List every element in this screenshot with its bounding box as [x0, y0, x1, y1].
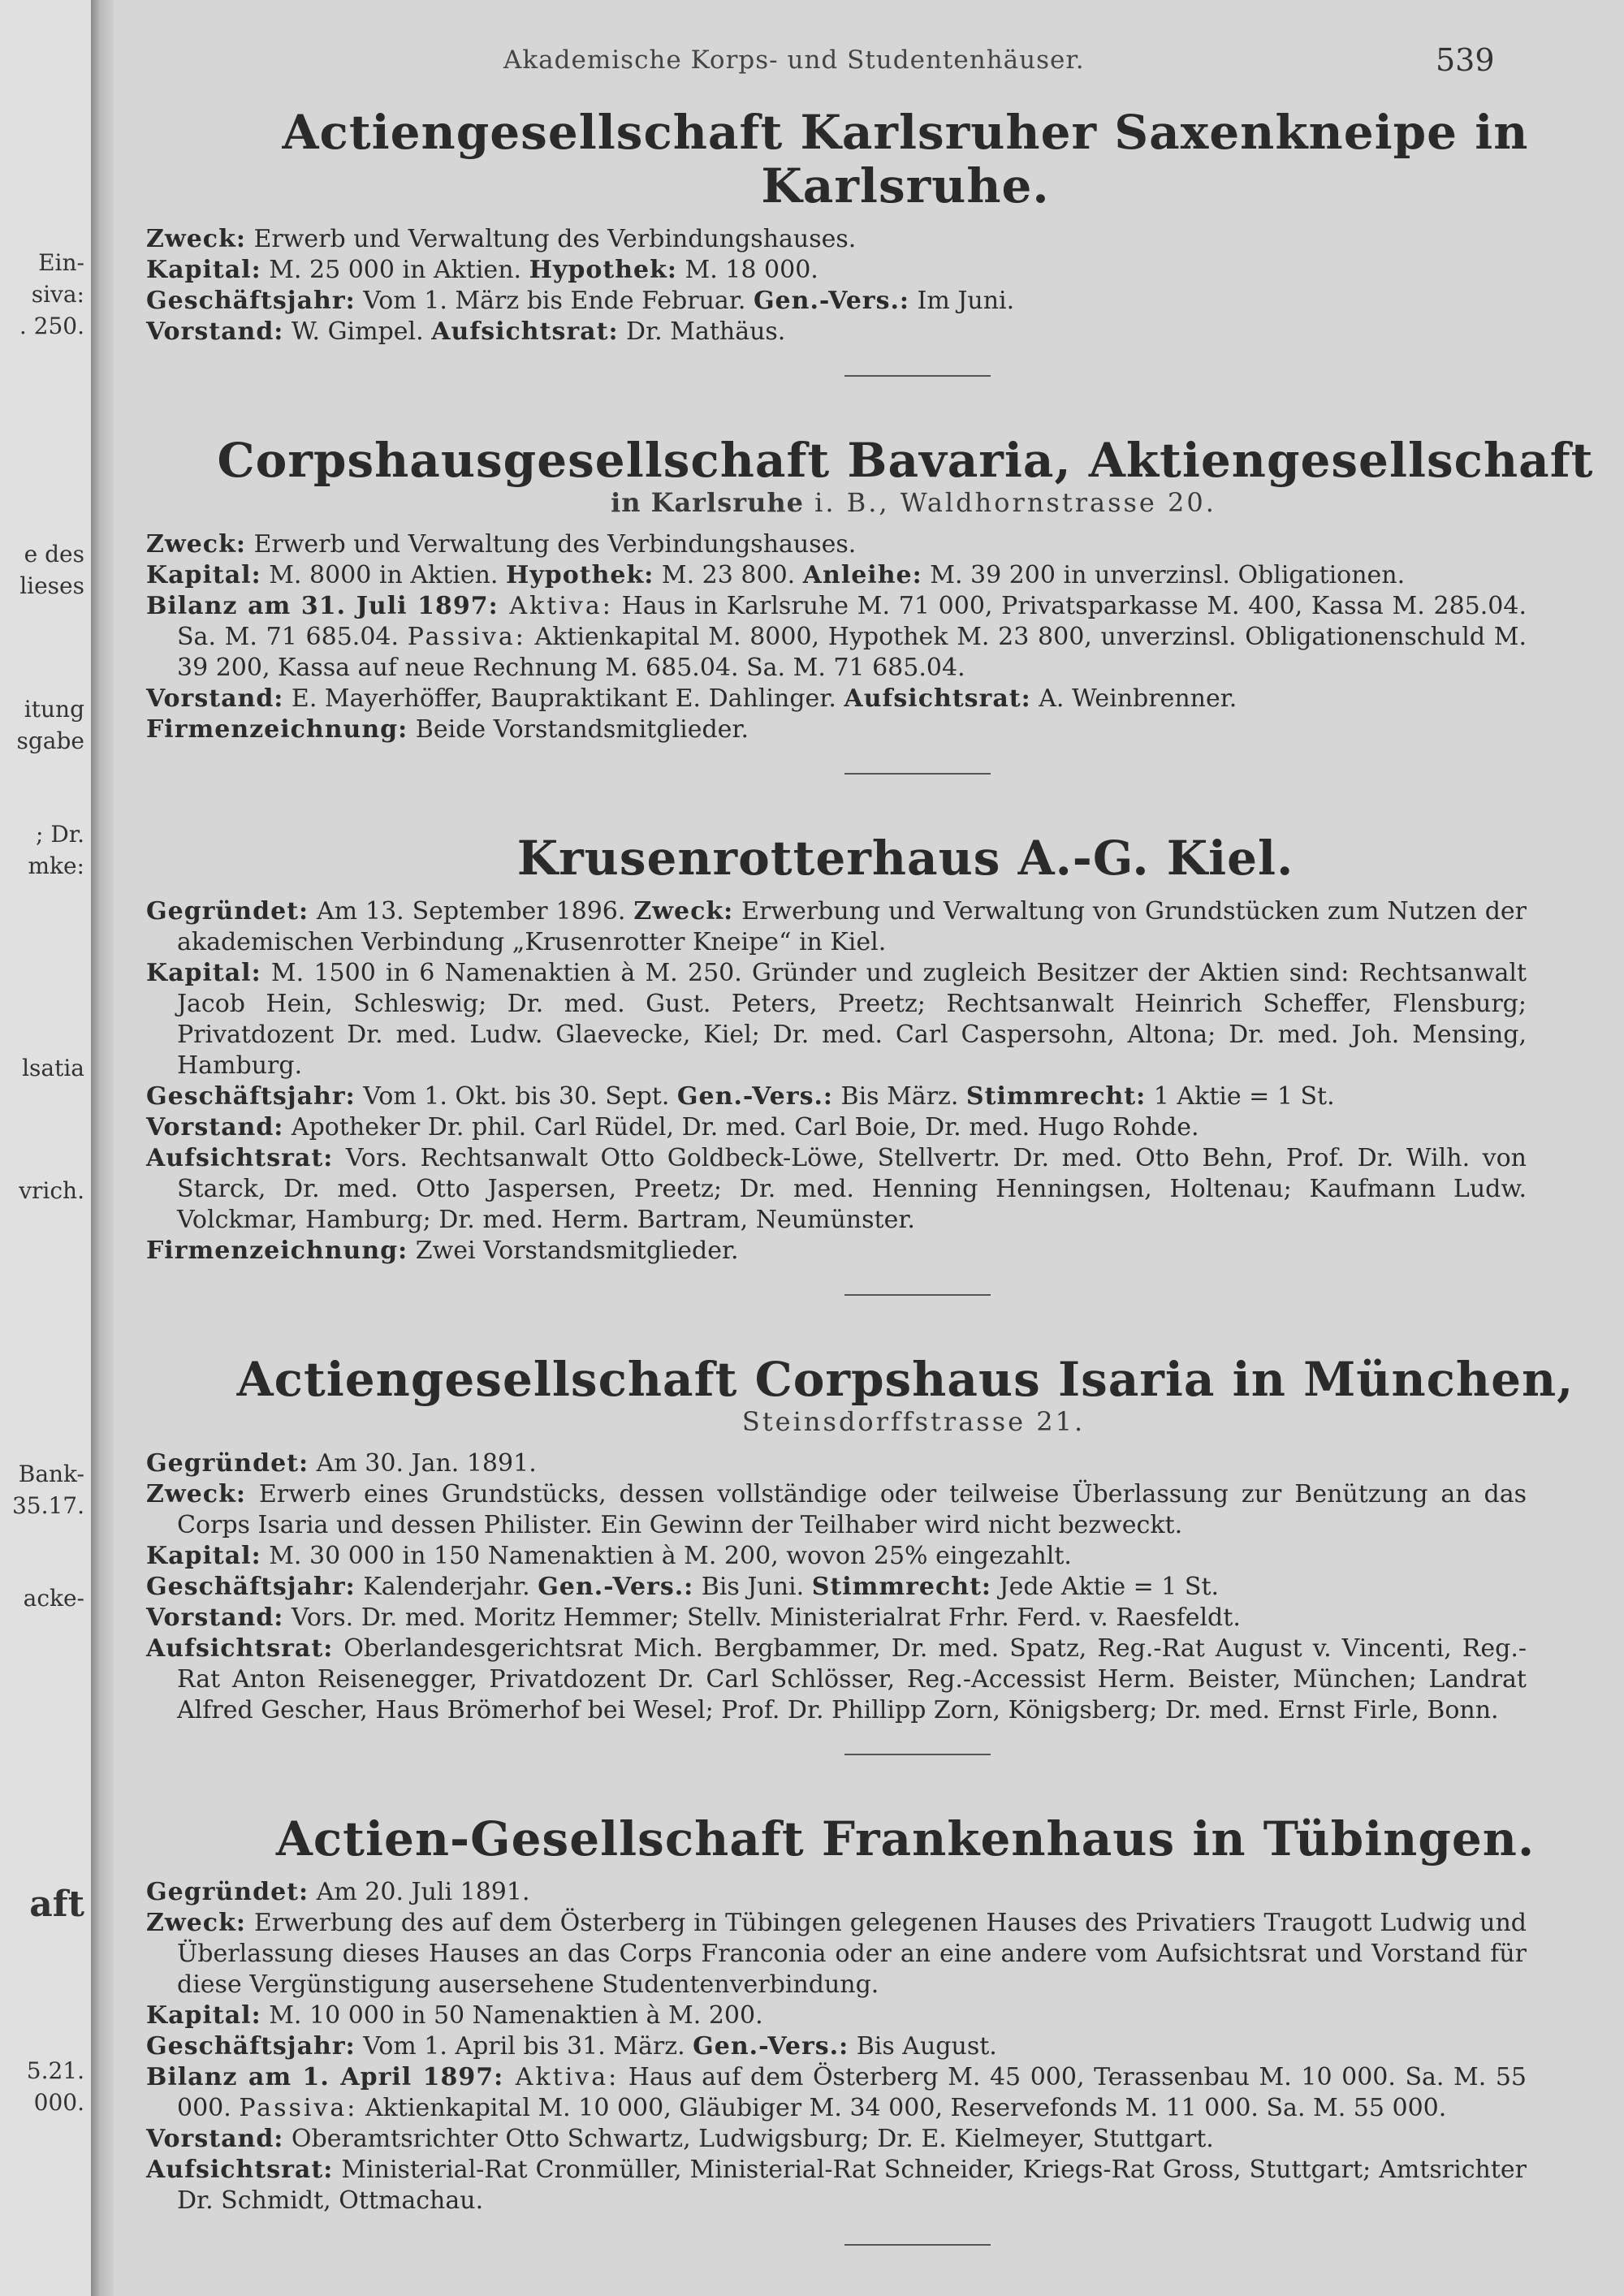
previous-page-fragment: 35.17. — [11, 1492, 84, 1519]
field-label: Zweck: — [146, 225, 246, 253]
entry-city: in Karlsruhe — [611, 487, 804, 518]
field-label: Gegründet: — [146, 1878, 309, 1906]
running-head — [114, 42, 1624, 81]
entry-body — [146, 1448, 1527, 1726]
field-label: Zweck: — [146, 1909, 246, 1937]
previous-page-fragment: aft — [29, 1884, 84, 1925]
field-label: Hypothek: — [505, 561, 654, 589]
entry-paragraph — [146, 1236, 1527, 1267]
entry-body — [146, 529, 1527, 745]
entry-paragraph — [146, 317, 1527, 347]
field-value: Vom 1. April bis 31. März. — [355, 2032, 693, 2061]
entry-title: Actiengesellschaft Corpshaus Isaria in München, — [236, 1352, 1574, 1407]
previous-page-fragment: e des — [24, 541, 84, 568]
field-value: Aktienkapital M. 8000, Hypothek M. 23 800, unverzinsl. Obligationenschuld M. 39 200, Kassa auf neue Rechnung M. 685.04. Sa. M. 71 685.04. — [177, 623, 1527, 682]
field-value: Erwerbung und Verwaltung von Grundstücken zum Nutzen der akademischen Verbindung „Krusenrotter Kneipe“ in Kiel. — [177, 897, 1527, 956]
field-value: Ministerial-Rat Cronmüller, Ministerial-Rat Schneider, Kriegs-Rat Gross, Stuttgart; Amtsrichter Dr. Schmidt, Ottmachau. — [177, 2156, 1527, 2215]
entry-paragraph — [146, 958, 1527, 1081]
previous-page-fragment: 5.21. — [26, 2057, 84, 2084]
field-value: M. 30 000 in 150 Namenaktien à M. 200, wovon 25% eingezahlt. — [261, 1542, 1072, 1570]
field-value: Aktienkapital M. 10 000, Gläubiger M. 34 000, Reservefonds M. 11 000. Sa. M. 55 000. — [357, 2094, 1447, 2122]
company-entry — [114, 831, 1624, 1296]
entry-paragraph — [146, 1572, 1527, 1603]
entry-title: Actien-Gesellschaft Frankenhaus in Tübingen. — [275, 1811, 1535, 1867]
field-value: Vom 1. Okt. bis 30. Sept. — [355, 1082, 677, 1111]
previous-page-margin — [0, 0, 91, 2296]
field-label: Aufsichtsrat: — [431, 317, 619, 346]
field-label: Kapital: — [146, 561, 261, 589]
field-value: W. Gimpel. — [283, 317, 432, 346]
entry-paragraph — [146, 286, 1527, 317]
field-label: Gen.-Vers.: — [753, 287, 909, 315]
page — [114, 0, 1624, 2296]
entry-street: i. B., Waldhornstrasse 20. — [803, 487, 1216, 518]
company-entry — [114, 106, 1624, 377]
previous-page-fragment: Ein- — [38, 249, 84, 276]
previous-page-fragment: Bank- — [18, 1461, 84, 1487]
balance-side-label: Passiva: — [239, 2094, 358, 2122]
entry-paragraph — [146, 1634, 1527, 1726]
field-label: Aufsichtsrat: — [146, 2156, 334, 2184]
field-label: Bilanz am 31. Juli 1897: — [146, 592, 499, 620]
field-label: Stimmrecht: — [965, 1082, 1147, 1111]
field-value: Beide Vorstandsmitglieder. — [408, 715, 749, 744]
field-label: Kapital: — [146, 256, 261, 284]
field-value: Erwerbung des auf dem Österberg in Tübingen gelegenen Hauses des Privatiers Traugott Ludwig und Überlassung dieses Hauses an das Corps Franconia oder an eine andere vom Aufsichtsrat und Vorstand für diese Vergünstigung ausersehene Studentenverbindung. — [177, 1909, 1527, 1999]
field-label: Vorstand: — [146, 684, 284, 713]
book-gutter — [91, 0, 114, 2296]
field-value: Dr. Mathäus. — [618, 317, 786, 346]
previous-page-fragment: vrich. — [19, 1177, 84, 1204]
entry-paragraph — [146, 1081, 1527, 1112]
field-label: Geschäftsjahr: — [146, 1082, 356, 1111]
field-value: E. Mayerhöffer, Baupraktikant E. Dahlinger. — [283, 684, 844, 713]
field-label: Geschäftsjahr: — [146, 2032, 356, 2061]
field-value: Am 20. Juli 1891. — [309, 1878, 530, 1906]
entry-paragraph — [146, 2000, 1527, 2031]
field-value: M. 39 200 in unverzinsl. Obligationen. — [922, 561, 1406, 589]
entry-paragraph — [146, 714, 1527, 745]
field-value: A. Weinbrenner. — [1030, 684, 1237, 713]
entry-paragraph — [146, 1479, 1527, 1541]
field-value: Zwei Vorstandsmitglieder. — [408, 1236, 739, 1265]
balance-side-label: Aktiva: — [498, 592, 613, 620]
entry-body — [146, 1877, 1527, 2216]
field-value: Apotheker Dr. phil. Carl Rüdel, Dr. med. Carl Boie, Dr. med. Hugo Rohde. — [283, 1113, 1199, 1142]
field-label: Bilanz am 1. April 1897: — [146, 2063, 504, 2091]
entry-body — [146, 224, 1527, 347]
page-content — [114, 106, 1624, 2246]
entry-address — [114, 487, 1624, 518]
field-value: Vors. Rechtsanwalt Otto Goldbeck-Löwe, Stellvertr. Dr. med. Otto Behn, Prof. Dr. Wilh. von Starck, Dr. med. Otto Jaspersen, Preetz; Dr. med. Henning Henningsen, Holtenau; Kaufmann Ludw. Volckmar, Hamburg; Dr. med. Herm. Bartram, Neumünster. — [177, 1144, 1527, 1234]
field-label: Vorstand: — [146, 2125, 284, 2153]
field-label: Zweck: — [146, 1480, 246, 1508]
section-divider — [844, 1754, 991, 1755]
previous-page-fragment: 000. — [33, 2089, 84, 2116]
entry-paragraph — [146, 529, 1527, 560]
previous-page-fragment: mke: — [28, 852, 84, 879]
field-value: Oberlandesgerichtsrat Mich. Bergbammer, Dr. med. Spatz, Reg.-Rat August v. Vincenti, Reg.-Rat Anton Reisenegger, Privatdozent Dr. Carl Schlösser, Reg.-Accessist Herm. Beister, München; Landrat Alfred Gescher, Haus Brömerhof bei Wesel; Prof. Dr. Phillipp Zorn, Königsberg; Dr. med. Ernst Firle, Bonn. — [177, 1634, 1527, 1724]
entry-paragraph — [146, 2062, 1527, 2124]
entry-body — [146, 896, 1527, 1267]
entry-paragraph — [146, 1603, 1527, 1634]
field-label: Kapital: — [146, 959, 261, 987]
entry-paragraph — [146, 560, 1527, 591]
entry-title: Krusenrotterhaus A.-G. Kiel. — [516, 831, 1294, 886]
field-label: Geschäftsjahr: — [146, 287, 356, 315]
field-label: Vorstand: — [146, 1603, 284, 1632]
field-value: Bis Juni. — [693, 1573, 812, 1601]
field-label: Gen.-Vers.: — [693, 2032, 849, 2061]
entry-paragraph — [146, 2124, 1527, 2155]
entry-paragraph — [146, 591, 1527, 684]
section-divider — [844, 1294, 991, 1296]
section-divider — [844, 2244, 991, 2246]
entry-paragraph — [146, 2155, 1527, 2216]
previous-page-fragment: ; Dr. — [36, 821, 84, 848]
field-label: Kapital: — [146, 1542, 261, 1570]
entry-paragraph — [146, 1448, 1527, 1479]
entry-paragraph — [146, 896, 1527, 958]
balance-side-label: Passiva: — [407, 623, 526, 651]
field-value: Im Juni. — [909, 287, 1015, 315]
field-value: Haus auf dem Österberg M. 45 000, Terassenbau M. 10 000. Sa. M. 55 000. — [177, 2063, 1527, 2122]
field-value: M. 8000 in Aktien. — [261, 561, 506, 589]
field-label: Gegründet: — [146, 897, 309, 926]
field-label: Firmenzeichnung: — [146, 1236, 408, 1265]
field-value: Haus in Karlsruhe M. 71 000, Privatsparkasse M. 400, Kassa M. 285.04. Sa. M. 71 685.04. — [177, 592, 1527, 651]
field-value: Bis März. — [832, 1082, 966, 1111]
field-label: Vorstand: — [146, 317, 284, 346]
page-number: 539 — [1436, 42, 1495, 78]
entry-paragraph — [146, 1908, 1527, 2000]
entry-title: Corpshausgesellschaft Bavaria, Aktiengesellschaft — [217, 433, 1594, 488]
field-label: Vorstand: — [146, 1113, 284, 1142]
field-value: Erwerb eines Grundstücks, dessen vollständige oder teilweise Überlassung zur Benützung an das Corps Isaria und dessen Philister. Ein Gewinn der Teilhaber wird nicht bezweckt. — [177, 1480, 1527, 1539]
field-label: Geschäftsjahr: — [146, 1573, 356, 1601]
field-value: M. 23 800. — [654, 561, 803, 589]
field-value: M. 18 000. — [676, 256, 818, 284]
field-label: Stimmrecht: — [811, 1573, 992, 1601]
field-value: Vom 1. März bis Ende Februar. — [355, 287, 754, 315]
field-value: Erwerb und Verwaltung des Verbindungshauses. — [245, 225, 857, 253]
previous-page-fragment: lsatia — [22, 1055, 84, 1081]
entry-paragraph — [146, 1143, 1527, 1236]
previous-page-fragment: . 250. — [19, 313, 84, 339]
company-entry — [114, 1812, 1624, 2246]
field-value: Am 30. Jan. 1891. — [309, 1449, 537, 1478]
entry-paragraph — [146, 684, 1527, 714]
entry-paragraph — [146, 1877, 1527, 1908]
field-value: Erwerb und Verwaltung des Verbindungshauses. — [245, 530, 857, 559]
field-value: 1 Aktie = 1 St. — [1146, 1082, 1335, 1111]
previous-page-fragment: sgabe — [16, 727, 84, 754]
entry-paragraph — [146, 1112, 1527, 1143]
field-label: Hypothek: — [529, 256, 677, 284]
entry-address: Steinsdorffstrasse 21. — [741, 1406, 1086, 1437]
field-label: Gegründet: — [146, 1449, 309, 1478]
field-label: Gen.-Vers.: — [538, 1573, 694, 1601]
field-label: Aufsichtsrat: — [844, 684, 1031, 713]
company-entry — [114, 434, 1624, 775]
field-value: Bis August. — [849, 2032, 997, 2061]
company-entry — [114, 1353, 1624, 1755]
entry-paragraph — [146, 1541, 1527, 1572]
previous-page-fragment: lieses — [19, 572, 84, 599]
field-label: Aufsichtsrat: — [146, 1144, 334, 1172]
field-label: Anleihe: — [802, 561, 922, 589]
field-value: Oberamtsrichter Otto Schwartz, Ludwigsburg; Dr. E. Kielmeyer, Stuttgart. — [283, 2125, 1214, 2153]
entry-paragraph — [146, 2031, 1527, 2062]
field-value: Am 13. September 1896. — [309, 897, 634, 926]
field-value: M. 10 000 in 50 Namenaktien à M. 200. — [261, 2001, 763, 2030]
running-title: Akademische Korps- und Studentenhäuser. — [503, 45, 1085, 75]
section-divider — [844, 375, 991, 377]
field-value: M. 1500 in 6 Namenaktien à M. 250. Gründer und zugleich Besitzer der Aktien sind: Rechtsanwalt Jacob Hein, Schleswig; Dr. med. Gust. Peters, Preetz; Rechtsanwalt Heinrich Scheffer, Flensburg; Privatdozent Dr. med. Ludw. Glaevecke, Kiel; Dr. med. Carl Caspersohn, Altona; Dr. med. Joh. Mensing, Hamburg. — [177, 959, 1527, 1080]
entry-title: Actiengesellschaft Karlsruher Saxenkneipe in Karlsruhe. — [282, 105, 1529, 214]
field-value: Vors. Dr. med. Moritz Hemmer; Stellv. Ministerialrat Frhr. Ferd. v. Raesfeldt. — [283, 1603, 1241, 1632]
field-label: Firmenzeichnung: — [146, 715, 408, 744]
field-value: Kalenderjahr. — [355, 1573, 538, 1601]
field-label: Gen.-Vers.: — [676, 1082, 833, 1111]
previous-page-fragment: itung — [24, 696, 84, 723]
entry-paragraph — [146, 255, 1527, 286]
balance-side-label: Aktiva: — [503, 2063, 620, 2091]
field-label: Kapital: — [146, 2001, 261, 2030]
field-value: M. 25 000 in Aktien. — [261, 256, 529, 284]
section-divider — [844, 773, 991, 775]
previous-page-fragment: acke- — [23, 1585, 84, 1612]
field-label: Aufsichtsrat: — [146, 1634, 334, 1663]
field-label: Zweck: — [633, 897, 734, 926]
entry-paragraph — [146, 224, 1527, 255]
field-label: Zweck: — [146, 530, 246, 559]
field-value: Jede Aktie = 1 St. — [991, 1573, 1220, 1601]
previous-page-fragment: siva: — [31, 281, 84, 308]
